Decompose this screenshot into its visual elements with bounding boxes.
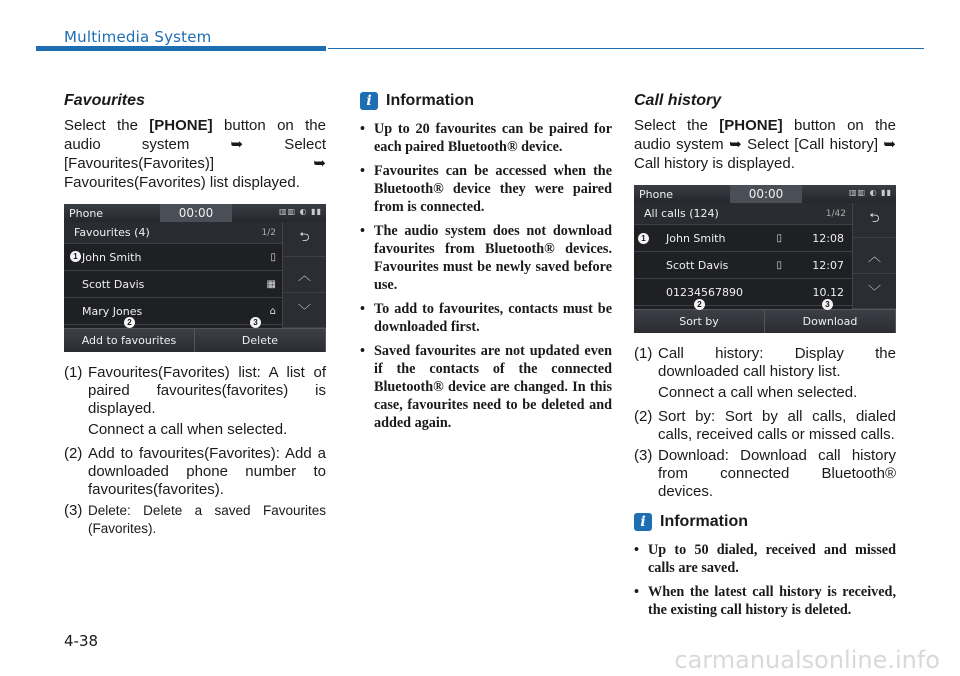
status-bar [64, 204, 326, 222]
call-history-intro [634, 116, 896, 173]
header-rule-thin [328, 48, 924, 49]
list-entry-2 [634, 408, 896, 444]
mobile-icon: ▯ [270, 251, 276, 263]
list-title: Favourites (4) [74, 226, 150, 239]
entry-text: Call history: Display the downloaded call history list. [658, 345, 896, 380]
entry-text: Favourites(Favorites) list: A list of paired favourites(favorites) is displayed. [88, 364, 326, 417]
list-entry-1 [634, 345, 896, 381]
info-title: Information [386, 92, 474, 109]
list-item[interactable] [634, 252, 852, 279]
clock: 00:00 [730, 185, 802, 203]
page-indicator: 1/42 [825, 208, 846, 219]
entry-text: Add to favourites(Favorites): Add a downloaded phone number to favourites(favorites). [88, 445, 326, 498]
info-bullet: • The audio system does not download favourites from Bluetooth® devices. Favourites must be newly saved before use. [360, 223, 612, 293]
favourites-screenshot [64, 204, 326, 352]
info-bullet: • To add to favourites, contacts must be downloaded first. [360, 301, 612, 335]
scroll-up-icon[interactable]: ︿ [853, 238, 896, 273]
info-column-1 [360, 92, 612, 438]
call-name: John Smith [666, 231, 726, 245]
app-title: Phone [639, 187, 674, 201]
entry-number: (2) [634, 408, 653, 425]
intro-post: button on the audio system ➥ Select [Favourites(Favorites)] ➥ Favourites(Favorites) list displayed. [64, 117, 326, 191]
info-header [360, 92, 612, 110]
list-entry-1 [64, 364, 326, 418]
contact-name: Mary Jones [82, 304, 143, 318]
mobile-icon: ▯ [776, 259, 782, 271]
phone-button-label: [PHONE] [719, 117, 783, 134]
sort-by-button[interactable]: Sort by [634, 310, 765, 333]
list-title: All calls (124) [644, 207, 719, 220]
app-title: Phone [69, 206, 104, 220]
info-bullet: • Up to 20 favourites can be paired for each paired Bluetooth® device. [360, 121, 612, 155]
list-item[interactable] [64, 244, 282, 271]
status-bar [634, 185, 896, 203]
call-name: Scott Davis [666, 258, 729, 272]
call-time: 12:08 [812, 231, 844, 245]
entry-number: (1) [64, 364, 83, 381]
callout-3: 3 [822, 299, 833, 310]
info-bullet: • Up to 50 dialed, received and missed calls are saved. [634, 542, 896, 576]
intro-pre: Select the [634, 117, 720, 134]
back-icon[interactable]: ⮌ [283, 222, 326, 257]
call-time: 10.12 [812, 285, 844, 299]
callout-1: 1 [638, 233, 649, 244]
info-title: Information [660, 513, 748, 530]
delete-button[interactable]: Delete [195, 329, 326, 352]
callout-3: 3 [250, 317, 261, 328]
info-header-2 [634, 513, 896, 531]
list-entry-3 [634, 447, 896, 501]
favourites-intro [64, 116, 326, 192]
intro-post: button on the audio system ➥ Select [Call history] ➥ Call history is displayed. [634, 117, 896, 172]
info-icon: i [360, 92, 378, 110]
mobile-icon: ▯ [776, 232, 782, 244]
contact-name: John Smith [82, 250, 142, 264]
call-history-list [634, 345, 896, 501]
info-bullets [360, 120, 612, 432]
list-item[interactable] [64, 271, 282, 298]
entry-number: (3) [634, 447, 653, 464]
call-name: 01234567890 [666, 285, 743, 299]
bottom-bar [64, 328, 326, 352]
status-icons: ▥▥ ◐ ▮▮ [849, 188, 892, 197]
favourites-title: Favourites [64, 92, 145, 109]
scroll-down-icon[interactable]: ﹀ [853, 274, 896, 309]
entry-number: (1) [634, 345, 653, 362]
callout-1: 1 [70, 251, 81, 262]
scroll-up-icon[interactable]: ︿ [283, 257, 326, 292]
entry-text: Sort by: Sort by all calls, dialed calls, received calls or missed calls. [658, 408, 896, 443]
call-time: 12:07 [812, 258, 844, 272]
intro-pre: Select the [64, 117, 150, 134]
entry-text: Download: Download call history from connected Bluetooth® devices. [658, 447, 896, 500]
section-header: Multimedia System [64, 28, 212, 46]
scroll-down-icon[interactable]: ﹀ [283, 293, 326, 328]
back-icon[interactable]: ⮌ [853, 203, 896, 238]
list-header [634, 203, 852, 225]
list-entry-2 [64, 445, 326, 499]
entry-text: Delete: Delete a saved Favourites (Favorites). [88, 503, 326, 536]
list-entry-3 [64, 502, 326, 538]
clock: 00:00 [160, 204, 232, 222]
list-header [64, 222, 282, 244]
call-history-screenshot [634, 185, 896, 333]
entry-subtext: Connect a call when selected. [658, 384, 858, 401]
contact-name: Scott Davis [82, 277, 145, 291]
watermark: carmanualsonline.info [674, 646, 940, 674]
list-item[interactable] [634, 225, 852, 252]
callout-2: 2 [124, 317, 135, 328]
entry-subtext: Connect a call when selected. [88, 421, 288, 438]
call-history-title: Call history [634, 92, 722, 109]
side-controls [852, 203, 896, 309]
info-bullet: • When the latest call history is received, the existing call history is deleted. [634, 584, 896, 618]
info-bullet: • Saved favourites are not updated even if the contacts of the connected Bluetooth® device are changed. In this case, favourites need to be deleted and added again. [360, 343, 612, 431]
list-item[interactable] [634, 279, 852, 306]
entry-number: (3) [64, 502, 83, 519]
favourites-column [64, 92, 326, 541]
info-icon: i [634, 513, 652, 531]
status-icons: ▥▥ ◐ ▮▮ [279, 207, 322, 216]
add-to-favourites-button[interactable]: Add to favourites [64, 329, 195, 352]
page-number: 4-38 [64, 632, 99, 650]
entry-number: (2) [64, 445, 83, 462]
info-bullets-2 [634, 541, 896, 619]
info-bullet: • Favourites can be accessed when the Bluetooth® device they were paired from is connected. [360, 163, 612, 215]
call-history-column [634, 92, 896, 625]
callout-2: 2 [694, 299, 705, 310]
side-controls [282, 222, 326, 328]
office-icon: ▦ [266, 278, 276, 290]
phone-button-label: [PHONE] [149, 117, 213, 134]
bottom-bar [634, 309, 896, 333]
header-rule-thick [36, 46, 326, 51]
page-indicator: 1/2 [261, 227, 276, 238]
favourites-list [64, 364, 326, 538]
home-icon: ⌂ [269, 305, 276, 317]
download-button[interactable]: Download [765, 310, 896, 333]
